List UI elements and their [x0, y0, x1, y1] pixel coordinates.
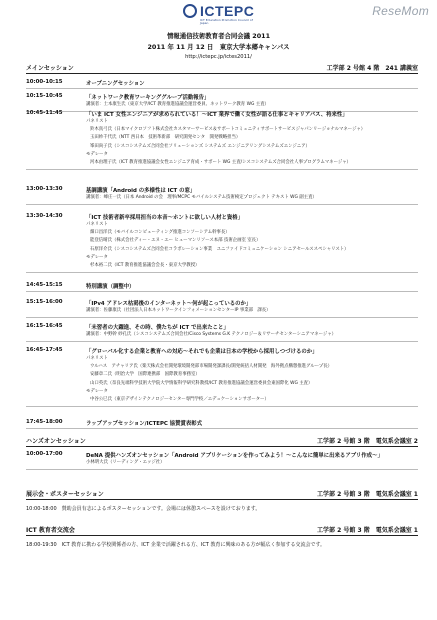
- row-time: 13:00-13:30: [26, 186, 63, 192]
- row-detail: 鈴木真弓氏（日本マイクロソフト株式会社カスタマーサービス＆サポートコミュニティサポートサービスジャパンリージョナルマネージャ）: [90, 127, 366, 133]
- row-detail: 講演者：中野幹 紗孔氏（シスコシステムズ合同会社/Cisco Systems G.K テクノロジー＆リサーチセンターシニアマネージャ）: [86, 332, 336, 337]
- row-time: 13:30-14:30: [26, 213, 63, 219]
- row-detail: 安藤章二氏（明治大学 国際連携部 国際教育事務室）: [90, 372, 200, 378]
- row-role-label: パネリスト: [86, 356, 108, 361]
- row-time: 16:15-16:45: [26, 323, 63, 329]
- row-divider: [26, 406, 418, 407]
- row-title: ラップアップセッション/ICTEPC 協賛賞表彰式: [86, 421, 203, 427]
- logo-mark-icon: [183, 4, 197, 18]
- row-detail: 石原洋介氏（シスコシステムズ合同会社コラボレーション事業 ユニファイドコミュニケーション シニアセールススペシャリスト）: [90, 246, 349, 252]
- row-title: 「ICT 技術者新卒採用担当の本音～ホントに欲しい人材と資格」: [86, 215, 244, 221]
- hands-on-session-room: 工学部 2 号館 3 階 電気系会議室 2: [317, 438, 418, 445]
- ictepc-logo: [183, 4, 263, 28]
- main-session-title: メインセッション: [26, 65, 74, 72]
- row-title: 「IPv4 アドレス枯渇後のインターネット～何が起こっているのか」: [86, 301, 252, 307]
- poster-session-title: 展示会・ポスターセッション: [26, 491, 104, 498]
- row-detail: 河本由理子氏（ICT 教育推進協議会女性エンジニア育成・サポート WG 主査/シスコシステムズ合同会社人事プログラムマネージャ）: [90, 160, 351, 165]
- row-detail: 講演者：峰庄一氏（日本 Android の会 理事/MCPC モバイルシステム技術検定プロジェクト テキスト WG 副主査）: [86, 195, 317, 200]
- row-title: 「いま ICT 女性エンジニアが求められている！～ICT 業界で働く女性が語る仕事とキャリアパス、将来性」: [86, 112, 348, 118]
- row-divider: [26, 469, 418, 470]
- row-time: 14:45-15:15: [26, 282, 63, 288]
- row-time: 17:45-18:00: [26, 419, 63, 425]
- row-role-label: モデレータ: [86, 254, 108, 260]
- row-title: 「未習者の大躍進、その時、僕たちが ICT で出来たこと」: [86, 325, 229, 331]
- row-time: 10:15-10:45: [26, 93, 63, 99]
- doc-title: 情報通信技術教育者合同会議 2011: [166, 32, 271, 40]
- row-divider: [26, 88, 418, 89]
- row-title: 「グローバル化する企業と教育への対応～それでも企業は日本の学校から採用しつづけるのか」: [86, 349, 318, 355]
- exchange-note: 18:00-19:30 ICT 教育に携わる学校関係者の方、ICT 企業で活躍される方、ICT 教育に興味のある方が幅広く参加する交流会です。: [26, 542, 326, 548]
- row-divider: [26, 428, 418, 429]
- watermark: ReseMom: [372, 4, 429, 18]
- doc-url[interactable]: http://ictepc.jp/ictes2011/: [185, 54, 252, 60]
- main-session-header: [26, 64, 418, 74]
- row-divider: [26, 204, 418, 205]
- row-divider: [26, 341, 418, 342]
- logo-tagline: ICT Education Promotion Council of Japan: [200, 18, 253, 25]
- row-divider: [26, 272, 418, 273]
- row-detail: 能登信晴氏（株式会社ディー・エヌ・エー ヒューマンリソース本部 技術企画室 室長）: [90, 238, 261, 244]
- row-title: 基調講演「Android の多様性は ICT の窓」: [86, 188, 196, 194]
- poster-session-header: [26, 490, 418, 500]
- row-role-label: モデレータ: [86, 151, 108, 157]
- exchange-session-title: ICT 教育者交流会: [26, 527, 75, 534]
- poster-note: 10:00-18:00 賛助会員有志によるポスターセッションです。会場には休憩スペースを設けております。: [26, 506, 261, 512]
- doc-date-venue: 2011 年 11 月 12 日 東京大学本郷キャンパス: [147, 43, 290, 51]
- row-detail: 山口英氏（奈良先端科学技術大学院大学情報科学研究科教授/ICT 教育推進協議会運営委員会東国際化 WG 主査）: [90, 380, 313, 386]
- row-divider: [26, 291, 418, 292]
- exchange-session-header: [26, 526, 418, 536]
- main-session-room: 工学部 2 号館 4 階 241 講義室: [326, 65, 418, 72]
- row-role-label: モデレータ: [86, 388, 108, 394]
- hands-on-session-header: [26, 437, 418, 447]
- row-title: オープニングセッション: [86, 81, 145, 87]
- row-detail: 中谷公巳氏（東京デザインテクノロジーセンター専門学校／エデュケーションサポーター）: [90, 397, 269, 402]
- row-detail: 講演者：土本康生氏（東京大学/ICT 教育推進協議会運営委員、ネットワーク教育 WG 主査）: [86, 102, 269, 107]
- row-detail: 小林明大氏（リーディング・エッジ社）: [86, 460, 165, 465]
- row-detail: ウルハス アチャリア氏（楽天株式会社開発環境開発部市場開発課課長/開発統括人材開発 海外拠点構想推進グループ長）: [90, 364, 333, 370]
- row-time: 10:00-10:15: [26, 79, 63, 85]
- row-time: 15:15-16:00: [26, 299, 63, 305]
- row-title: DeNA 提供ハンズオンセッション「Android アプリケーションを作ってみよう！～こんなに簡単に出来るアプリ作成～」: [86, 453, 383, 459]
- exchange-session-room: 工学部 2 号館 3 階 電気系会議室 1: [317, 527, 418, 534]
- logo-name: ICTEPC: [200, 3, 255, 19]
- row-role-label: パネリスト: [86, 222, 108, 227]
- row-time: 10:00-17:00: [26, 451, 63, 457]
- row-title: 特別講演（調整中）: [86, 284, 135, 290]
- row-role-label: パネリスト: [86, 119, 108, 124]
- poster-session-room: 工学部 2 号館 3 階 電気系会議室 1: [317, 491, 418, 498]
- row-divider: [26, 317, 418, 318]
- row-title: 「ネットワーク教育ワーキンググループ活動報告」: [86, 95, 210, 101]
- row-divider: [26, 169, 418, 170]
- hands-on-session-title: ハンズオンセッション: [26, 438, 86, 445]
- row-time: 10:45-11:45: [26, 110, 63, 116]
- row-detail: 講演者：佐藤康氏（社団法人日本ネットワークインフォメーションセンターIP 事業部 課長）: [86, 308, 271, 313]
- row-detail: 玉田紗千代氏（NTT 西日本 技術革新部 研究開発センタ 開発戦略担当）: [90, 135, 241, 141]
- row-detail: 峯田尚子氏（シスコシステムズ合同会社ソリューションズ システムズ エンジニアリングシステムズエンジニア）: [90, 143, 310, 149]
- row-time: 16:45-17:45: [26, 347, 63, 353]
- row-detail: 杉本裕二氏（ICT 教育推進協議会会長・東京大学教授）: [90, 263, 200, 268]
- row-detail: 畑口昌洋氏（モバイルコンピューティング推進コンソーシアム幹事長）: [90, 230, 230, 236]
